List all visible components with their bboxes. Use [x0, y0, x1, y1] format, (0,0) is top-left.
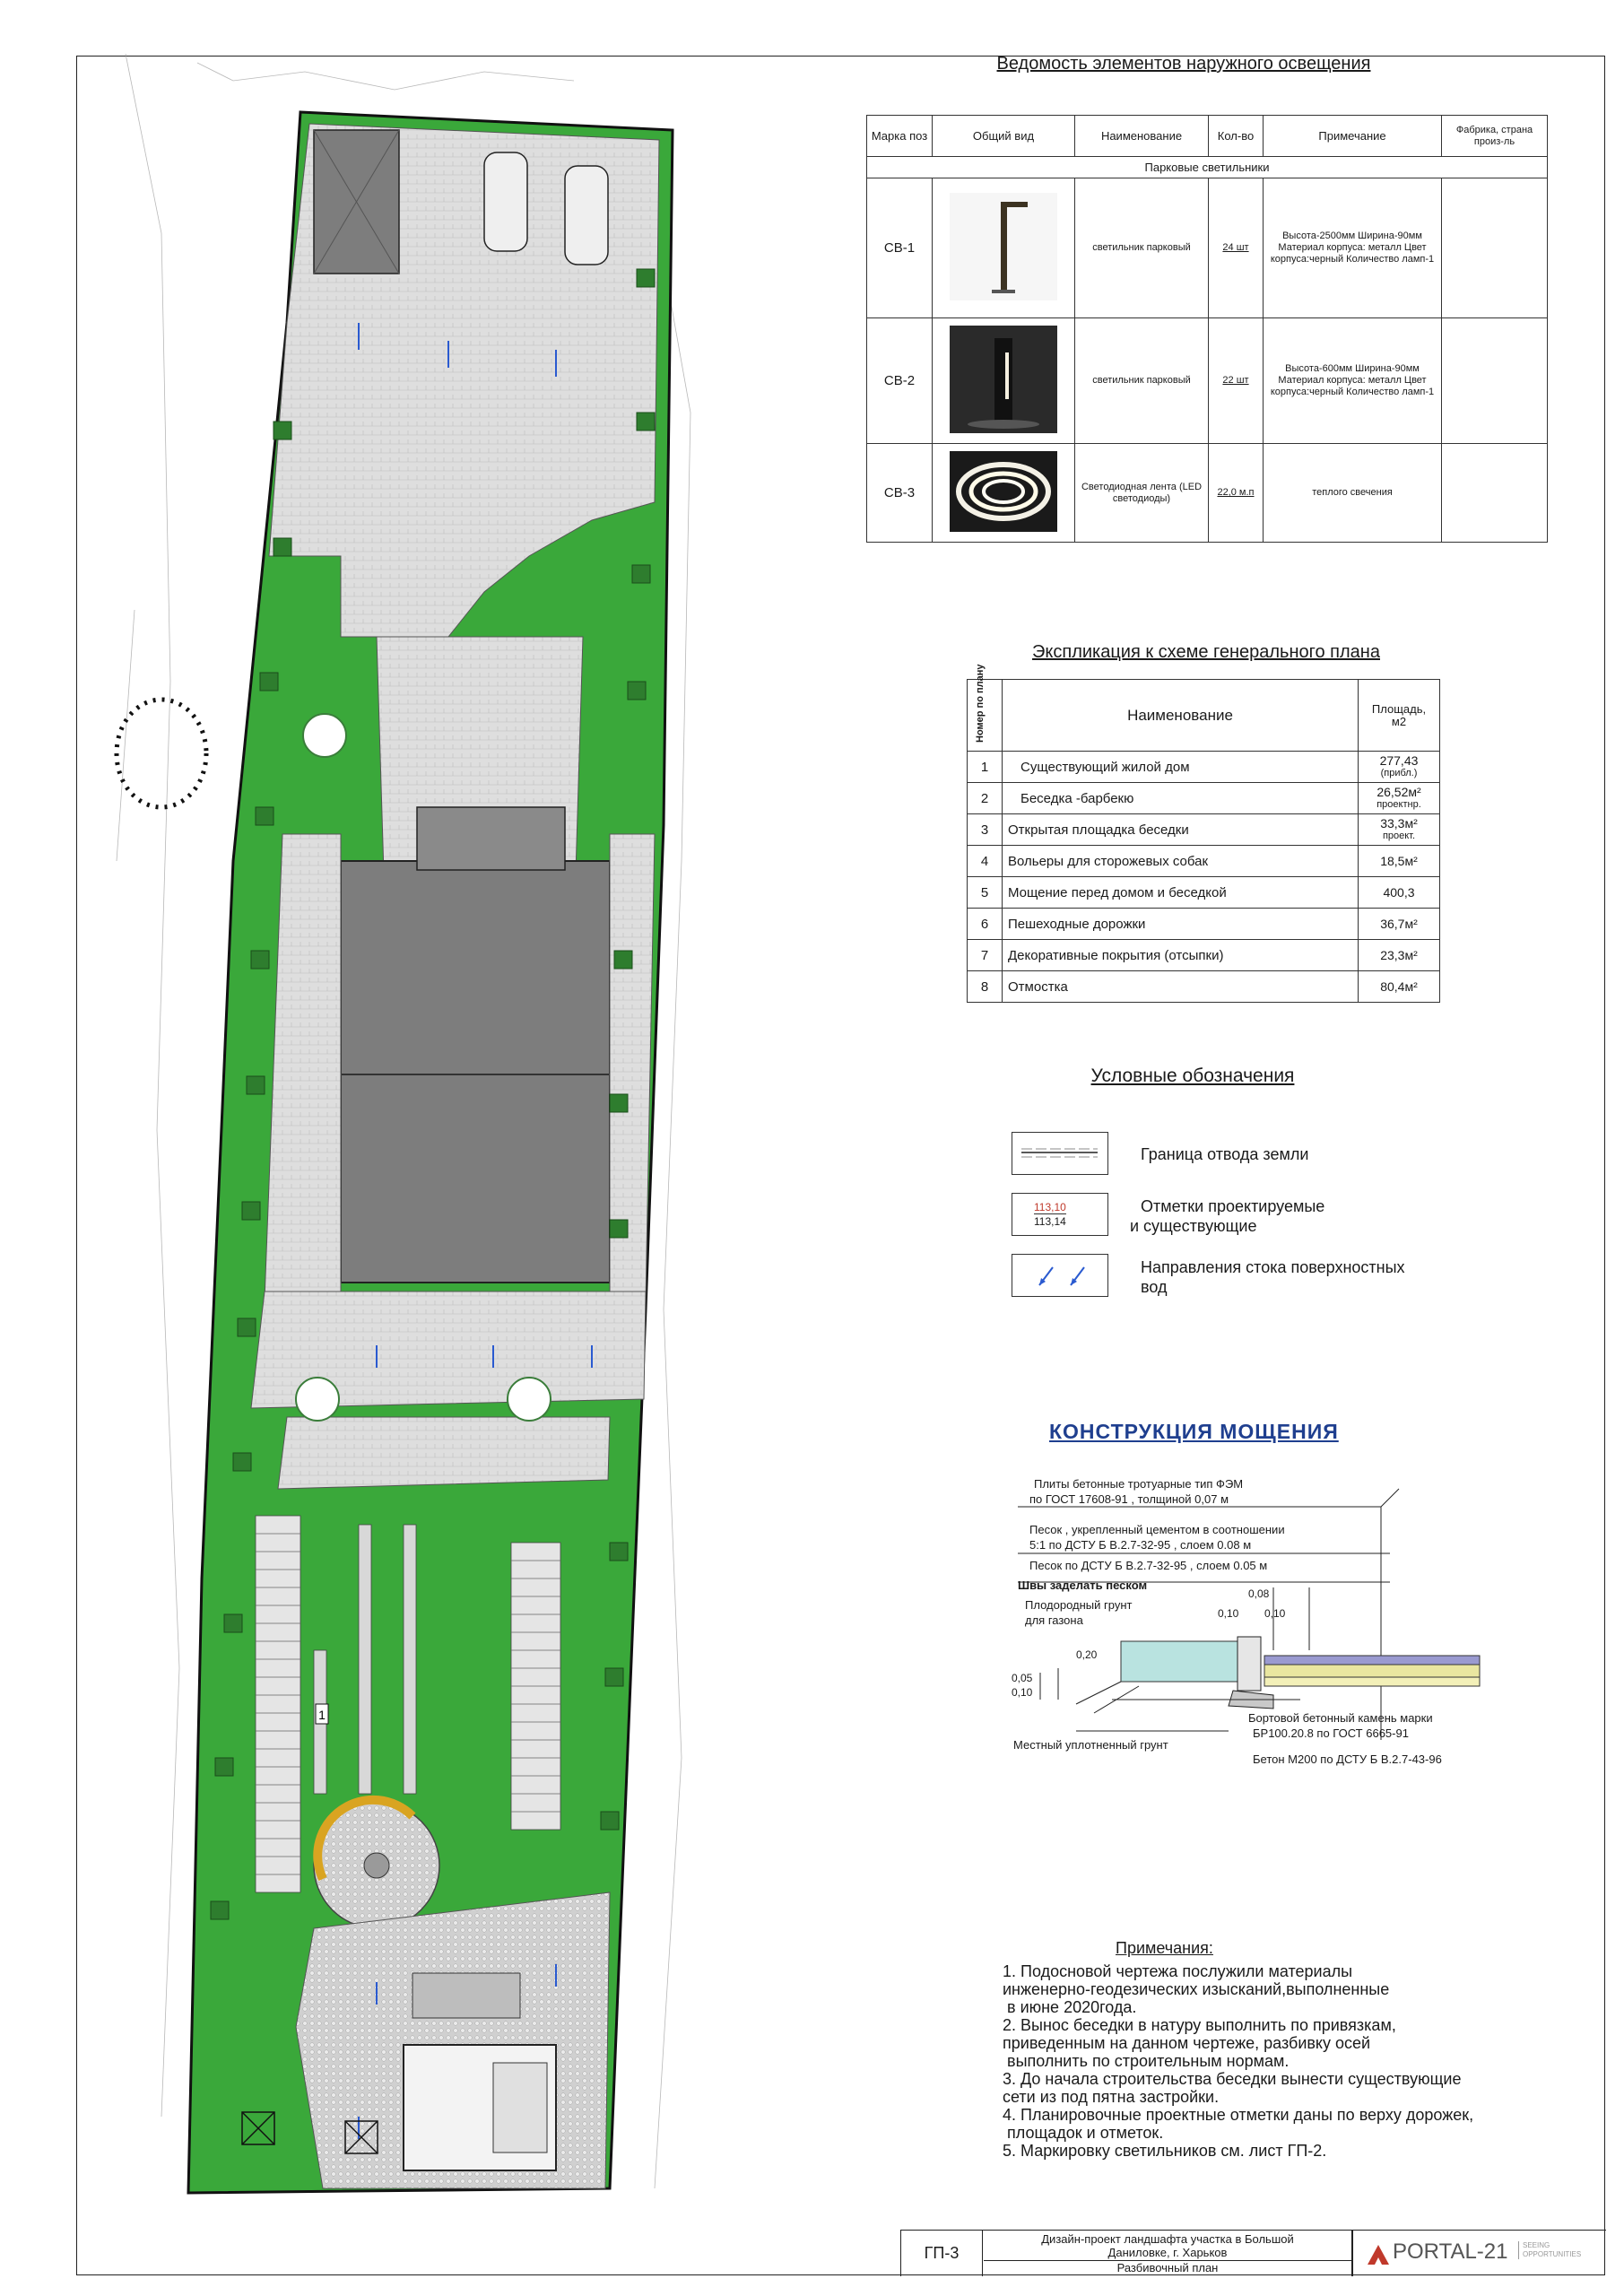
- constr-label-10: БР100.20.8 по ГОСТ 6665-91: [1253, 1726, 1409, 1740]
- ex-row-name: Существующий жилой дом: [1003, 752, 1359, 783]
- constr-dim-3: 0,20: [1076, 1648, 1098, 1661]
- constr-dim-2: 0,10: [1264, 1607, 1286, 1620]
- portal-logo-icon: [1366, 2243, 1391, 2266]
- explication-title: Экспликация к схеме генерального плана: [1032, 642, 1380, 662]
- ex-row-area: 23,3м²: [1359, 940, 1440, 971]
- constr-label-4: Песок по ДСТУ Б В.2.7-32-95 , слоем 0.05 м: [1029, 1559, 1268, 1572]
- site-plan: [108, 54, 735, 2224]
- note-line: 2. Вынос беседки в натуру выполнить по привязкам,: [1003, 2016, 1396, 2034]
- led-strip-reel-icon: [950, 451, 1057, 532]
- constr-label-2: Песок , укрепленный цементом в соотношении: [1029, 1523, 1285, 1536]
- legend-title: Условные обозначения: [1090, 1065, 1295, 1086]
- lt-row2-note: Высота-600мм Ширина-90мм Материал корпуса: металл Цвет корпуса:черный Количество ламп-1: [1264, 318, 1442, 444]
- ex-row-name: Беседка -барбекю: [1003, 783, 1359, 814]
- ex-row-num: 1: [968, 752, 1003, 783]
- lt-row1-image: [933, 178, 1075, 318]
- constr-label-3: 5:1 по ДСТУ Б В.2.7-32-95 , слоем 0.08 м: [1029, 1538, 1252, 1552]
- sheet-name: Разбивочный план: [984, 2260, 1351, 2277]
- ex-row-name: Отмостка: [1003, 971, 1359, 1003]
- lt-row3-qty: 22,0 м.п: [1209, 444, 1264, 543]
- logo-text: PORTAL-21: [1393, 2239, 1508, 2264]
- lt-h-factory: Фабрика, страна произ-ль: [1442, 116, 1548, 157]
- legend-label-2: Отметки проектируемые и существующие: [1130, 1197, 1325, 1235]
- lt-row3-name: Светодиодная лента (LED светодиоды): [1075, 444, 1209, 543]
- ex-row-area: 400,3: [1359, 877, 1440, 909]
- legend-drainage-symbol: [1012, 1254, 1108, 1297]
- ex-row-num: 6: [968, 909, 1003, 940]
- lt-h-qty: Кол-во: [1209, 116, 1264, 157]
- constr-dim-4: 0,05: [1012, 1672, 1033, 1684]
- lt-h-mark: Марка поз: [867, 116, 933, 157]
- note-line: 3. До начала строительства беседки вынести существующие: [1003, 2070, 1462, 2088]
- constr-label-5: Швы заделать песком: [1018, 1578, 1148, 1592]
- ex-h-area: Площадь, м2: [1359, 680, 1440, 752]
- legend-label-3: Направления стока поверхностных вод: [1141, 1258, 1405, 1296]
- note-line: 1. Подосновой чертежа послужили материалы: [1003, 1962, 1353, 1980]
- constr-label-6: Плодородный грунт: [1025, 1598, 1133, 1612]
- ex-h-name: Наименование: [1003, 680, 1359, 752]
- legend-marks-symbol: [1012, 1193, 1108, 1236]
- note-line: площадок и отметок.: [1003, 2124, 1164, 2142]
- sheet-number: ГП-3: [901, 2231, 983, 2276]
- ex-row-name: Мощение перед домом и беседкой: [1003, 877, 1359, 909]
- drainage-arrow-icon: [1012, 1255, 1107, 1295]
- constr-label-0: Плиты бетонные тротуарные тип ФЭМ: [1034, 1477, 1244, 1491]
- lt-row2-name: светильник парковый: [1075, 318, 1209, 444]
- lt-row1-qty: 24 шт: [1209, 178, 1264, 318]
- ex-h-num: Номер по плану: [968, 680, 1003, 752]
- constr-label-11: Бетон М200 по ДСТУ Б В.2.7-43-96: [1253, 1752, 1442, 1766]
- legend-label-1: Граница отвода земли: [1141, 1145, 1309, 1163]
- note-line: инженерно-геодезических изысканий,выполненные: [1003, 1980, 1390, 1998]
- mark-top: 113,10: [1034, 1201, 1066, 1213]
- ex-row-name: Декоративные покрытия (отсыпки): [1003, 940, 1359, 971]
- ex-row-name: Вольеры для сторожевых собак: [1003, 846, 1359, 877]
- note-line: в июне 2020года.: [1003, 1998, 1137, 2016]
- notes-title: Примечания:: [1116, 1939, 1213, 1957]
- boundary-line-icon: [1012, 1133, 1107, 1173]
- ex-row-area: 80,4м²: [1359, 971, 1440, 1003]
- constr-label-1: по ГОСТ 17608-91 , толщиной 0,07 м: [1029, 1492, 1229, 1506]
- lt-row2-mark: СВ-2: [867, 318, 933, 444]
- title-block: [900, 2230, 1606, 2276]
- lt-group: Парковые светильники: [867, 157, 1548, 178]
- lt-row3-note: теплого свечения: [1264, 444, 1442, 543]
- lt-row3-mark: СВ-3: [867, 444, 933, 543]
- constr-label-8: Местный уплотненный грунт: [1013, 1738, 1168, 1752]
- ex-row-area: 26,52м² проектнр.: [1359, 783, 1440, 814]
- lt-row3-image: [933, 444, 1075, 543]
- lt-row2-qty: 22 шт: [1209, 318, 1264, 444]
- note-line: сети из под пятна застройки.: [1003, 2088, 1220, 2106]
- ex-row-area: 18,5м²: [1359, 846, 1440, 877]
- constr-label-9: Бортовой бетонный камень марки: [1248, 1711, 1433, 1725]
- ex-row-name: Открытая площадка беседки: [1003, 814, 1359, 846]
- bollard-light-tall-icon: [950, 193, 1057, 300]
- house-number: 1: [318, 1708, 326, 1722]
- mark-bottom: 113,14: [1034, 1215, 1066, 1228]
- ex-row-num: 8: [968, 971, 1003, 1003]
- house-building: [341, 861, 610, 1283]
- lt-h-name: Наименование: [1075, 116, 1209, 157]
- ex-row-name: Пешеходные дорожки: [1003, 909, 1359, 940]
- lt-row1-mark: СВ-1: [867, 178, 933, 318]
- ex-row-num: 5: [968, 877, 1003, 909]
- ex-row-num: 4: [968, 846, 1003, 877]
- ex-row-area: 36,7м²: [1359, 909, 1440, 940]
- constr-dim-5: 0,10: [1012, 1686, 1033, 1699]
- lt-h-view: Общий вид: [933, 116, 1075, 157]
- ex-row-num: 3: [968, 814, 1003, 846]
- lighting-table: [866, 115, 1548, 543]
- lt-row1-name: светильник парковый: [1075, 178, 1209, 318]
- project-title: Дизайн-проект ландшафта участка в Большой Даниловке, г. Харьков: [1041, 2232, 1294, 2259]
- constr-label-7: для газона: [1025, 1613, 1083, 1627]
- note-line: приведенным на данном чертеже, разбивку осей: [1003, 2034, 1371, 2052]
- bollard-light-short-icon: [950, 326, 1057, 433]
- constr-dim-0: 0,08: [1248, 1587, 1270, 1600]
- note-line: 5. Маркировку светильников см. лист ГП-2.: [1003, 2142, 1327, 2160]
- lt-row1-note: Высота-2500мм Ширина-90мм Материал корпуса: металл Цвет корпуса:черный Количество ламп-1: [1264, 178, 1442, 318]
- constr-dim-1: 0,10: [1218, 1607, 1239, 1620]
- ex-row-area: 277,43 (прибл.): [1359, 752, 1440, 783]
- note-line: 4. Планировочные проектные отметки даны по верху дорожек,: [1003, 2106, 1474, 2124]
- construction-title: КОНСТРУКЦИЯ МОЩЕНИЯ: [1049, 1420, 1339, 1443]
- lighting-title: Ведомость элементов наружного освещения: [996, 54, 1371, 74]
- lt-row2-image: [933, 318, 1075, 444]
- lt-h-note: Примечание: [1264, 116, 1442, 157]
- explication-table: [967, 664, 1440, 1003]
- note-line: выполнить по строительным нормам.: [1003, 2052, 1290, 2070]
- logo-subtext: SEEING OPPORTUNITIES: [1518, 2241, 1581, 2259]
- ex-row-area: 33,3м² проект.: [1359, 814, 1440, 846]
- ex-row-num: 7: [968, 940, 1003, 971]
- notes-list: [1003, 1962, 1541, 2160]
- legend-boundary-symbol: [1012, 1132, 1108, 1175]
- ex-row-num: 2: [968, 783, 1003, 814]
